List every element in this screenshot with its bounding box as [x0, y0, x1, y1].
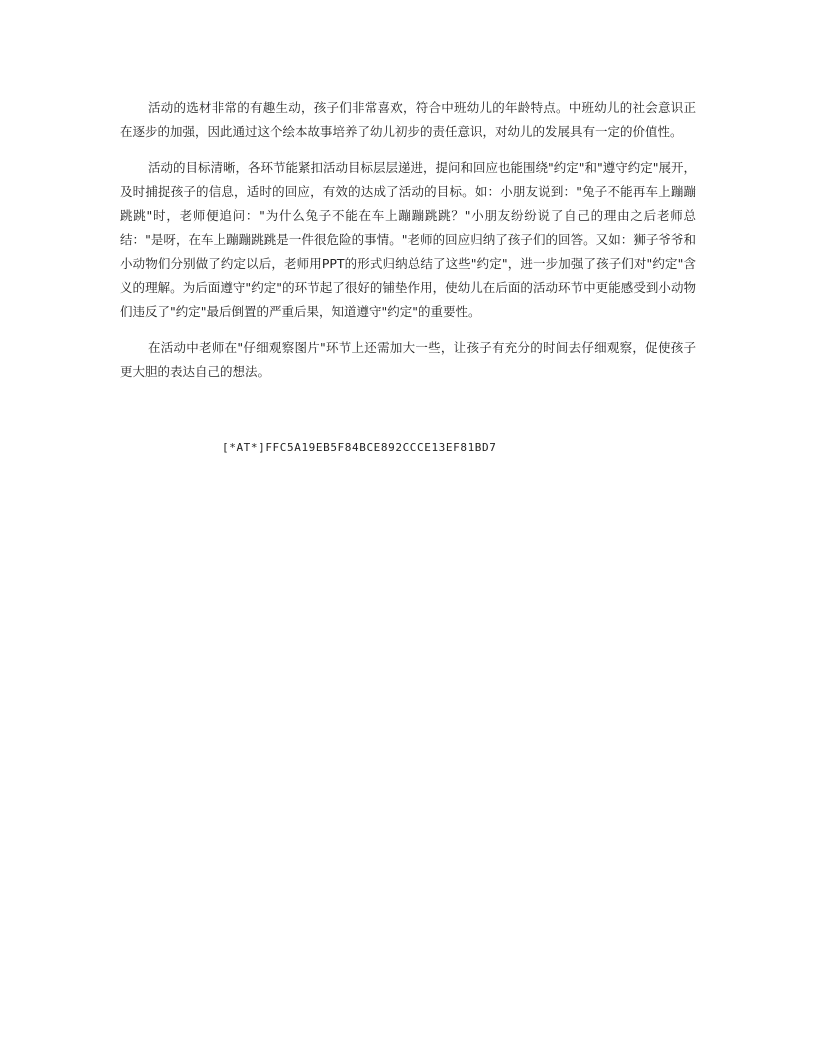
document-code-line: [*AT*]FFC5A19EB5F84BCE892CCCE13EF81BD7	[222, 441, 497, 454]
paragraph-activity-material: 活动的选材非常的有趣生动，孩子们非常喜欢，符合中班幼儿的年龄特点。中班幼儿的社会意识正在逐步的加强，因此通过这个绘本故事培养了幼儿初步的责任意识，对幼儿的发展具有一定的价值性。	[120, 100, 696, 139]
paragraph-suggestion: 在活动中老师在"仔细观察图片"环节上还需加大一些，让孩子有充分的时间去仔细观察，促使孩子更大胆的表达自己的想法。	[120, 340, 696, 379]
paragraph-activity-goals: 活动的目标清晰，各环节能紧扣活动目标层层递进，提问和回应也能围绕"约定"和"遵守约定"展开，及时捕捉孩子的信息，适时的回应，有效的达成了活动的目标。如：小朋友说到："兔子不能再车上蹦蹦跳跳"时，老师便追问："为什么兔子不能在车上蹦蹦跳跳？"小朋友纷纷说了自己的理由之后老师总结："是呀，在车上蹦蹦跳跳是一件很危险的事情。"老师的回应归纳了孩子们的回答。又如：狮子爷爷和小动物们分别做了约定以后，老师用PPT的形式归纳总结了这些"约定"，进一步加强了孩子们对"约定"含义的理解。为后面遵守"约定"的环节起了很好的铺垫作用，使幼儿在后面的活动环节中更能感受到小动物们违反了"约定"最后倒置的严重后果，知道遵守"约定"的重要性。	[120, 160, 696, 319]
document-body	[120, 96, 696, 384]
